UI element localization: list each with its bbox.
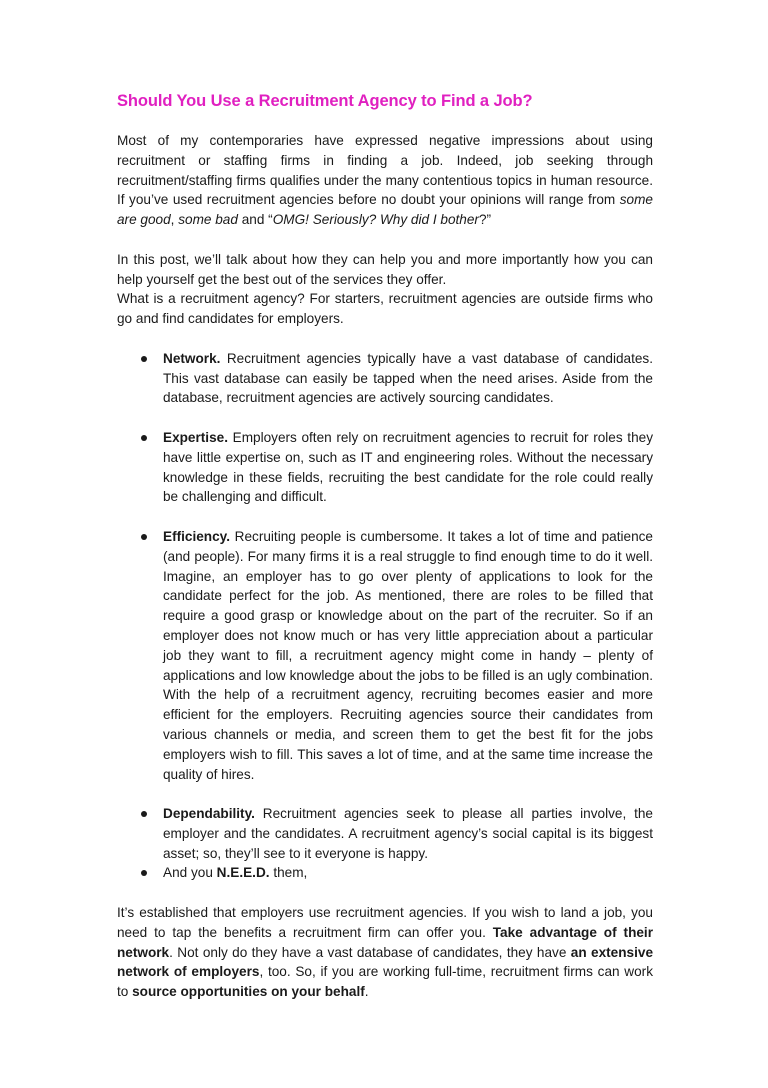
conclusion-paragraph [117,903,653,1002]
bullet-icon [141,356,147,362]
list-item-text: Employers often rely on recruitment agencies to recruit for roles they have little expertise on, such as IT and engineering roles. Without the necessary knowledge in these fields, recruiting the best candidate for the role could really be challenging and difficult. [163,429,653,505]
intro-end: ?” [478,212,492,228]
list-item-label: Network. [163,350,221,366]
bullet-icon [141,435,147,441]
need-pre: And you [163,865,217,881]
list-item-text: Recruitment agencies typically have a vast database of candidates. This vast database can easily be tapped when the need arises. Aside from the database, recruitment agencies are actively sourcing candidates. [163,350,653,406]
need-bold: N.E.E.D. [216,865,270,881]
list-item-text: Recruitment agencies seek to please all parties involve, the employer and the candidates. A recruitment agency’s social capital is its biggest asset; so, they’ll see to it everyone is happy. [163,806,653,861]
list-item-label: Dependability. [163,806,255,822]
conclusion-text-1: It’s established that employers use recruitment agencies. If you wish to land a job, you need to tap the benefits a recruitment firm can offer you. [117,905,653,940]
list-item-label: Expertise. [163,429,228,445]
conclusion-bold-3: source opportunities on your behalf [132,984,365,1000]
page-title: Should You Use a Recruitment Agency to Find a Job? [117,92,533,110]
conclusion-text-3: , too. So, if you are working full-time, recruitment firms can work to [117,964,654,1000]
post-intro-paragraph: In this post, we’ll talk about how they can help you and more importantly how you can help yourself get the best out of the services they offer. [117,251,653,287]
intro-text: Most of my contemporaries have expressed negative impressions about using recruitment or staffing firms in finding a job. Indeed, job seeking through recruitment/staffing firms qualifies under the many contentious topics in human resource. If you’ve used recruitment agencies before no doubt your opinions will range from [117,133,653,208]
intro-emphasis-3: OMG! Seriously? Why did I bother [272,212,479,228]
conclusion-bold-1: Take advantage of their network [117,924,653,960]
conclusion-bold-2: an extensive network of employers [117,944,653,980]
list-item-dependability [139,804,653,863]
intro-emphasis-1: some are good [117,192,653,228]
benefits-list [139,349,653,884]
list-item-label: Efficiency. [163,528,230,544]
list-item-efficiency [139,527,653,784]
conclusion-text-4: . [364,984,369,1000]
intro-emphasis-2: some bad [178,212,238,228]
intro-sep-2: and “ [237,212,273,228]
intro-paragraph [117,131,653,230]
bullet-icon [141,870,147,876]
need-post: them, [269,865,308,881]
bullet-icon [141,811,147,817]
list-item-expertise [139,428,653,507]
list-item-network [139,349,653,408]
list-item-need [139,863,653,883]
intro-sep-1: , [170,212,179,228]
definition-paragraph: What is a recruitment agency? For starters, recruitment agencies are outside firms who go and find candidates for employers. [117,291,653,327]
list-item-text: Recruiting people is cumbersome. It takes a lot of time and patience (and people). For many firms it is a real struggle to find enough time to do it well. Imagine, an employer has to go over plenty of applications to look for the candidate perfect for the job. As mentioned, there are roles to be filled that require a good grasp or knowledge about on the part of the recruiter. So if an employer does not know much or has very little appreciation about a particular job they want to fill, a recruitment agency might come in handy – plenty of applications and low knowledge about the jobs to be filled is an ugly combination. With the help of a recruitment agency, recruiting becomes easier and more efficient for the employers. Recruiting agencies source their candidates from various channels or media, and screen them to get the best fit for the jobs employers wish to fill. This saves a lot of time, and at the same time increase the quality of hires. [163,528,653,782]
conclusion-text-2: . Not only do they have a vast database of candidates, they have [169,944,571,960]
bullet-icon [141,534,147,540]
